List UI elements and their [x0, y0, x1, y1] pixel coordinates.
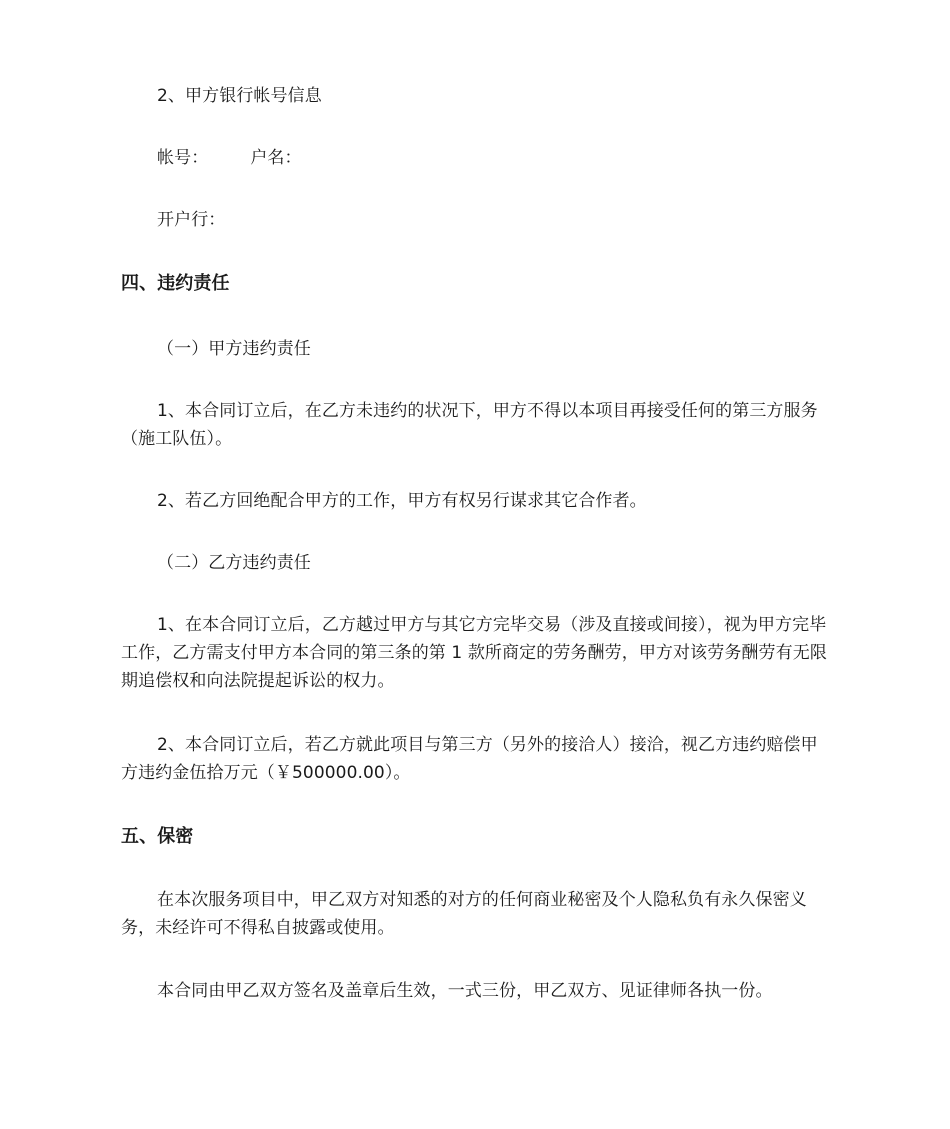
party-b-clause-2: 2、本合同订立后，若乙方就此项目与第三方（另外的接洽人）接洽，视乙方违约赔偿甲方违约金伍拾万元（￥500000.00）。: [121, 735, 818, 783]
name-label: 户名：: [250, 148, 302, 168]
section-heading-confidentiality: 五、保密: [121, 826, 194, 847]
party-a-clause-1: 1、本合同订立后，在乙方未违约的状况下，甲方不得以本项目再接受任何的第三方服务（施工队伍）。: [121, 401, 818, 449]
account-label: 帐号：: [157, 148, 209, 168]
confidentiality-paragraph: 在本次服务项目中，甲乙双方对知悉的对方的任何商业秘密及个人隐私负有永久保密义务，未经许可不得私自披露或使用。: [121, 890, 807, 938]
account-line: [121, 144, 831, 172]
subheading-party-b: （二）乙方违约责任: [157, 553, 311, 573]
section-heading-breach: 四、违约责任: [121, 273, 230, 294]
bank-info-title: 2、甲方银行帐号信息: [157, 86, 322, 106]
party-b-clause-1: 1、在本合同订立后，乙方越过甲方与其它方完毕交易（涉及直接或间接），视为甲方完毕工作，乙方需支付甲方本合同的第三条的第 1 款所商定的劳务酬劳，甲方对该劳务酬劳有无限期追偿权和向法院提起诉讼的权力。: [121, 615, 827, 691]
party-a-clause-2: 2、若乙方回绝配合甲方的工作，甲方有权另行谋求其它合作者。: [157, 491, 647, 511]
bank-label: 开户行：: [157, 210, 226, 230]
subheading-party-a: （一）甲方违约责任: [157, 339, 311, 359]
effectiveness-paragraph: 本合同由甲乙双方签名及盖章后生效，一式三份，甲乙双方、见证律师各执一份。: [157, 981, 773, 1001]
